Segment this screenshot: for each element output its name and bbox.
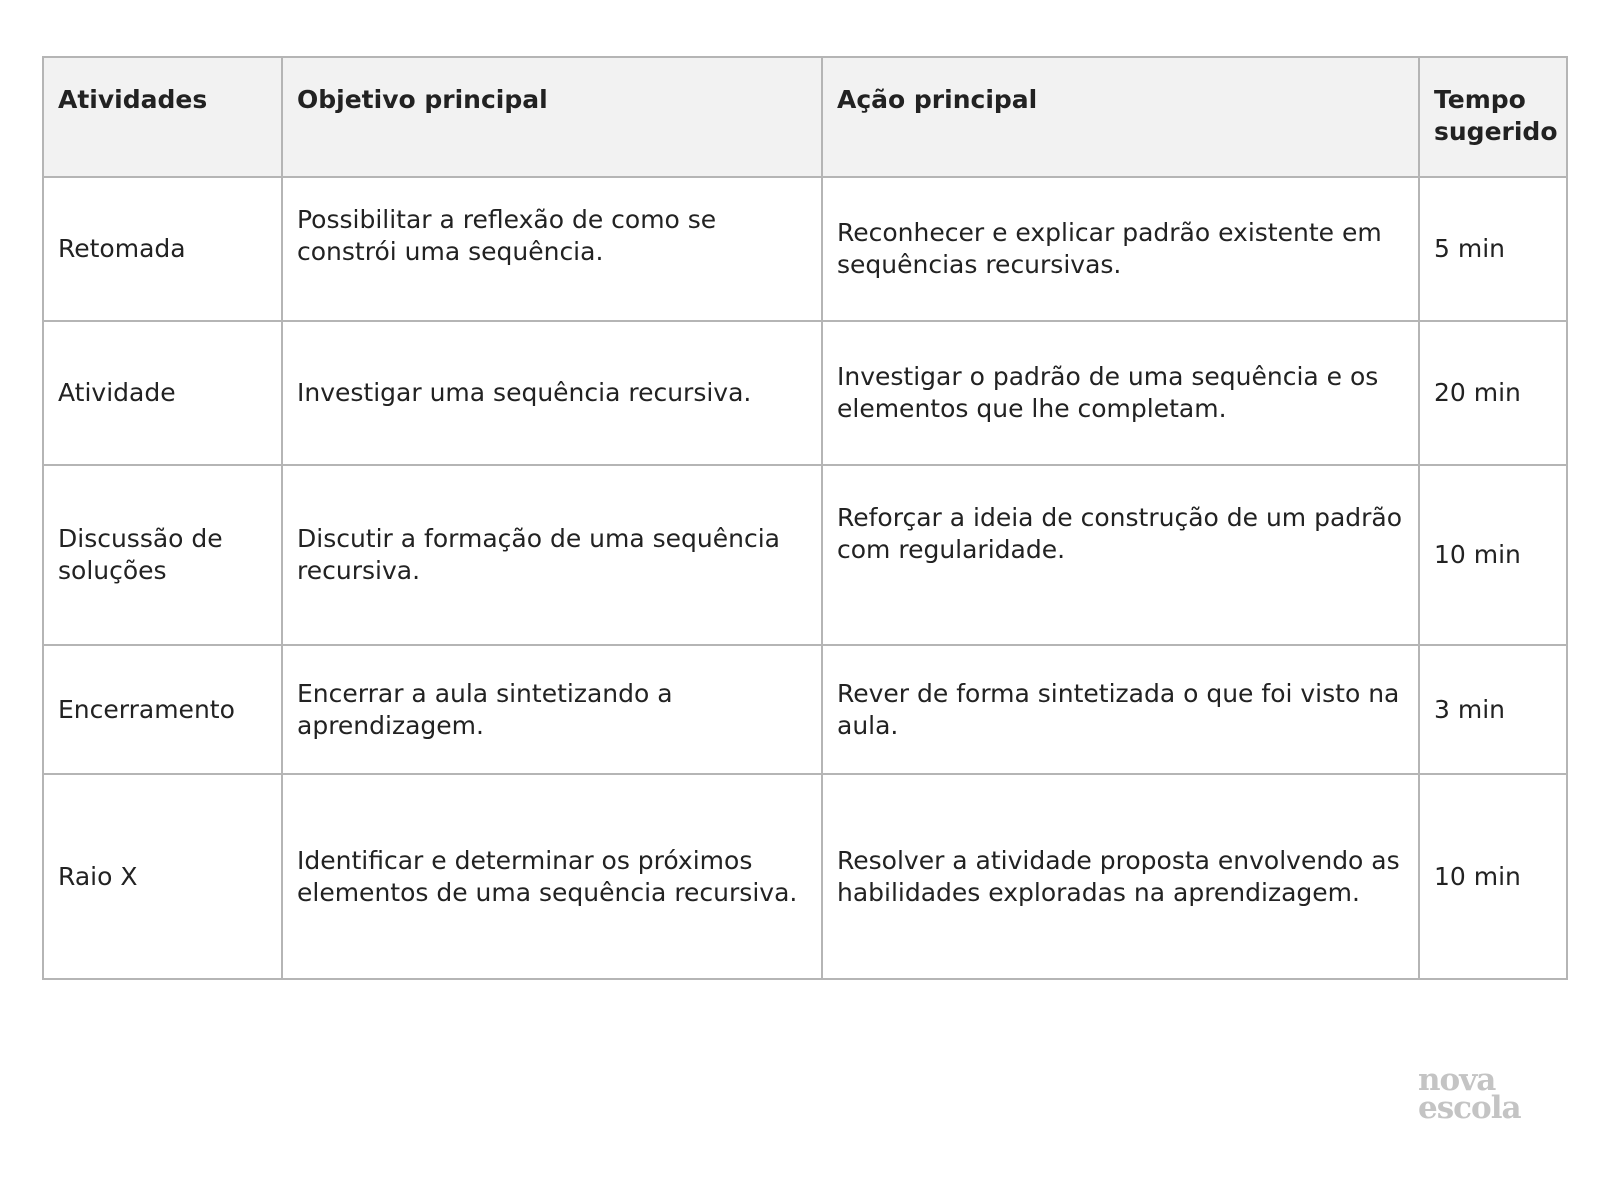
cell-acao: Investigar o padrão de uma sequência e os elementos que lhe completam. <box>822 321 1419 465</box>
cell-tempo: 10 min <box>1419 774 1567 979</box>
cell-tempo: 5 min <box>1419 177 1567 321</box>
table-header-row <box>43 57 1567 177</box>
header-tempo: Tempo sugerido <box>1419 57 1567 177</box>
header-acao: Ação principal <box>822 57 1419 177</box>
logo-line-escola: escola <box>1418 1090 1521 1126</box>
header-atividades: Atividades <box>43 57 282 177</box>
cell-objetivo: Discutir a formação de uma sequência recursiva. <box>282 465 822 645</box>
cell-objetivo: Possibilitar a reflexão de como se constrói uma sequência. <box>282 177 822 321</box>
cell-acao: Reconhecer e explicar padrão existente em sequências recursivas. <box>822 177 1419 321</box>
cell-atividade: Raio X <box>43 774 282 979</box>
nova-escola-logo <box>1418 1062 1538 1126</box>
cell-tempo: 10 min <box>1419 465 1567 645</box>
cell-tempo: 20 min <box>1419 321 1567 465</box>
cell-objetivo: Investigar uma sequência recursiva. <box>282 321 822 465</box>
table-row <box>43 774 1567 979</box>
cell-tempo: 3 min <box>1419 645 1567 774</box>
cell-atividade: Discussão de soluções <box>43 465 282 645</box>
cell-acao: Reforçar a ideia de construção de um padrão com regularidade. <box>822 465 1419 645</box>
cell-atividade: Retomada <box>43 177 282 321</box>
cell-acao: Resolver a atividade proposta envolvendo as habilidades exploradas na aprendizagem. <box>822 774 1419 979</box>
cell-atividade: Encerramento <box>43 645 282 774</box>
cell-acao: Rever de forma sintetizada o que foi visto na aula. <box>822 645 1419 774</box>
logo-line-nova: nova <box>1418 1062 1496 1098</box>
table-row <box>43 645 1567 774</box>
cell-objetivo: Identificar e determinar os próximos elementos de uma sequência recursiva. <box>282 774 822 979</box>
cell-objetivo: Encerrar a aula sintetizando a aprendizagem. <box>282 645 822 774</box>
table-row <box>43 465 1567 645</box>
lesson-plan-table <box>42 56 1568 980</box>
header-objetivo: Objetivo principal <box>282 57 822 177</box>
table-row <box>43 177 1567 321</box>
table-row <box>43 321 1567 465</box>
cell-atividade: Atividade <box>43 321 282 465</box>
